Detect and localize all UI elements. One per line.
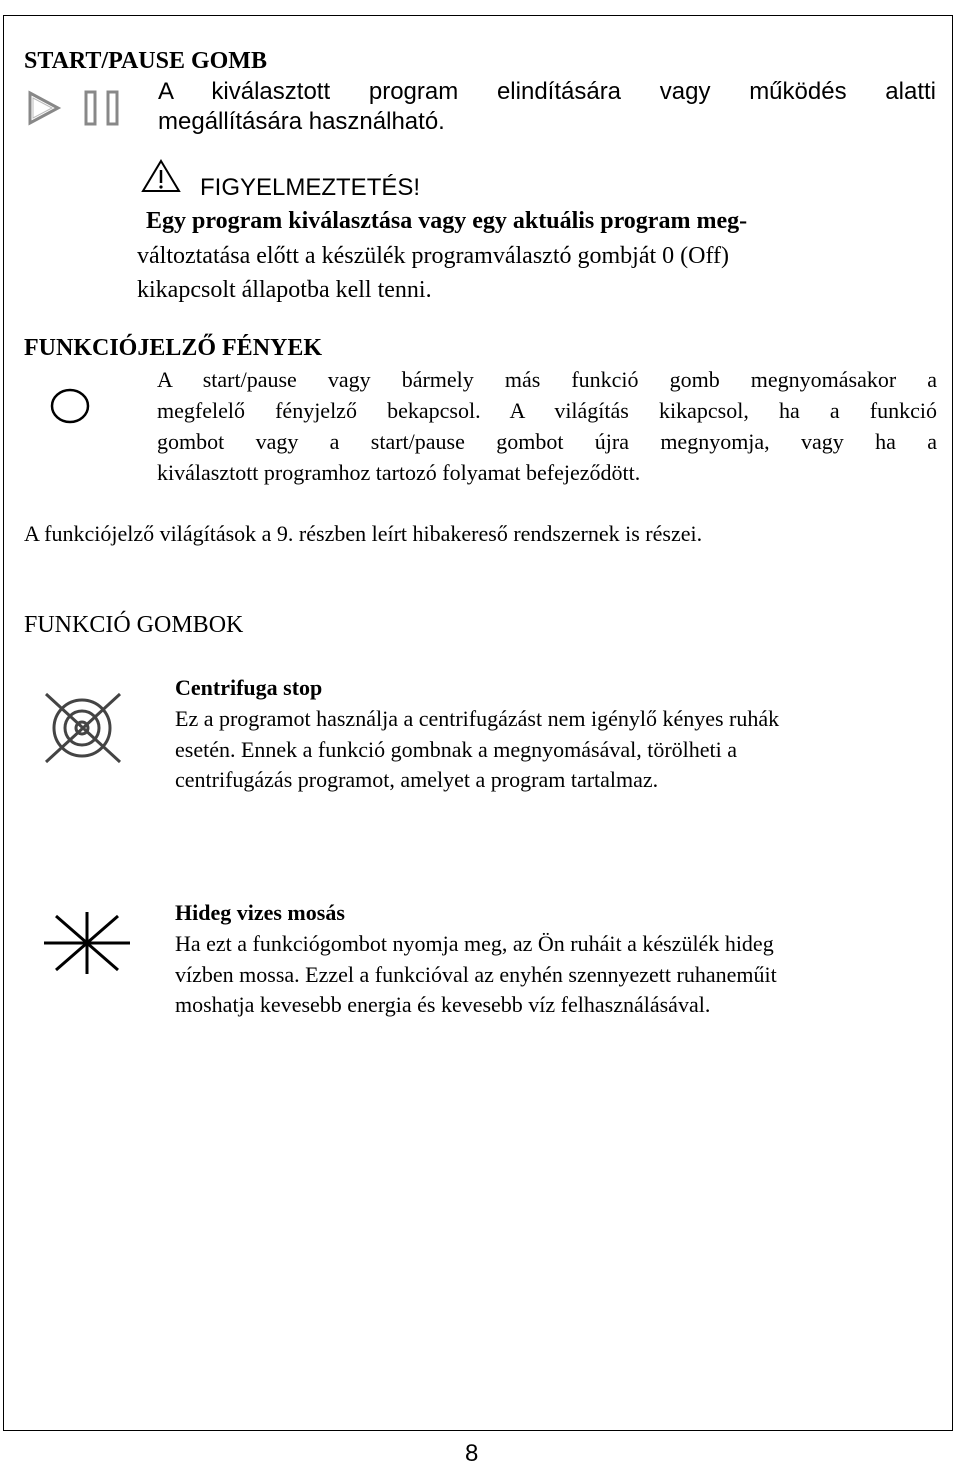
page-number: 8	[465, 1440, 479, 1467]
spin-stop-line-2: esetén. Ennek a funkció gombnak a megnyomásával, törölheti a	[175, 737, 738, 762]
indicator-lights-line-1: A start/pause vagy bármely más funkció gomb megnyomásakor a	[157, 367, 937, 392]
warning-title: FIGYELMEZTETÉS!	[200, 174, 421, 201]
indicator-light-icon	[46, 385, 94, 427]
cold-wash-title: Hideg vizes mosás	[175, 900, 345, 925]
function-buttons-heading: FUNKCIÓ GOMBOK	[24, 612, 244, 638]
warning-line-1: Egy program kiválasztása vagy egy aktuális program meg-	[146, 208, 748, 234]
play-icon	[30, 93, 58, 123]
start-pause-text-line-1: A kiválasztott program elindítására vagy működés alatti	[158, 78, 936, 105]
cold-wash-line-1: Ha ezt a funkciógombot nyomja meg, az Ön ruháit a készülék hideg	[175, 931, 774, 956]
play-pause-icons	[26, 89, 124, 129]
pause-icon	[86, 92, 117, 124]
spin-stop-line-3: centrifugázás programot, amelyet a program tartalmaz.	[175, 767, 659, 792]
indicator-lights-line-4: kiválasztott programhoz tartozó folyamat befejeződött.	[157, 460, 641, 485]
warning-line-2: változtatása előtt a készülék programválasztó gombját 0 (Off)	[137, 243, 730, 269]
cold-wash-line-3: moshatja kevesebb energia és kevesebb víz felhasználásával.	[175, 992, 711, 1017]
no-spin-icon	[36, 688, 128, 768]
warning-line-3: kikapcsolt állapotba kell tenni.	[137, 277, 432, 303]
indicator-lights-line-3: gombot vagy a start/pause gombot újra megnyomja, vagy ha a	[157, 429, 937, 454]
cold-wash-icon	[40, 910, 134, 976]
start-pause-text-line-2: megállítására használható.	[158, 108, 445, 135]
spin-stop-line-1: Ez a programot használja a centrifugázást nem igénylő kényes ruhák	[175, 706, 780, 731]
indicator-lights-line-2: megfelelő fényjelző bekapcsol. A világítás kikapcsol, ha a funkció	[157, 398, 937, 423]
indicator-lights-heading: FUNKCIÓJELZŐ FÉNYEK	[24, 335, 323, 361]
indicator-lights-note: A funkciójelző világítások a 9. részben leírt hibakereső rendszernek is részei.	[24, 521, 703, 546]
cold-wash-line-2: vízben mossa. Ezzel a funkcióval az enyhén szennyezett ruhaneműit	[175, 962, 777, 987]
start-pause-heading: START/PAUSE GOMB	[24, 48, 267, 74]
spin-stop-title: Centrifuga stop	[175, 675, 323, 700]
warning-triangle-icon	[140, 158, 182, 194]
